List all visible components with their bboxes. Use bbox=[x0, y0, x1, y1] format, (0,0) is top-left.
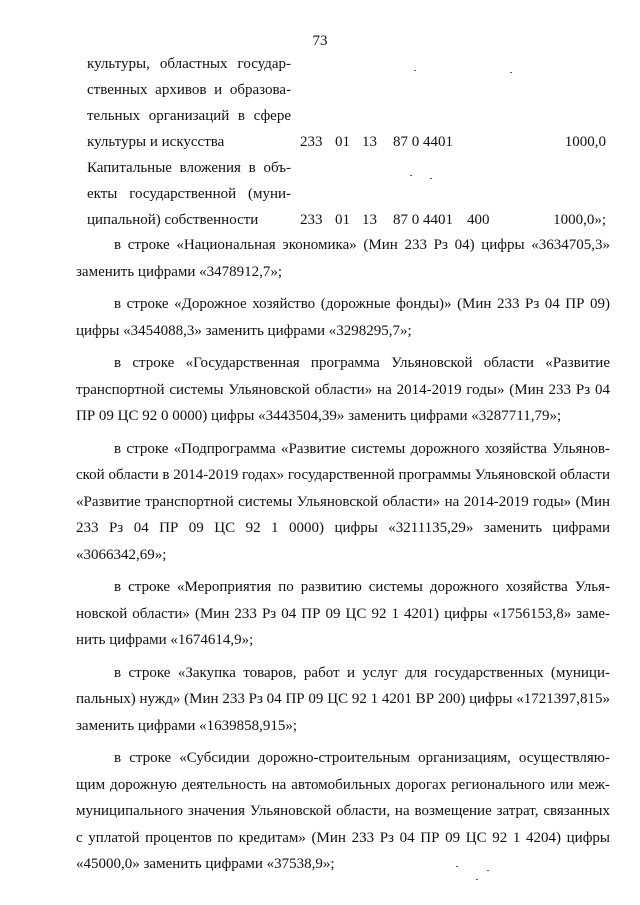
scan-speck bbox=[430, 178, 432, 179]
table-row bbox=[0, 208, 640, 232]
paragraph: в строке «Национальная экономика» (Мин 233 Рз 04) цифры «3634705,3» заменить цифрами «3478912,7»; bbox=[76, 237, 610, 280]
row-name: ственных архивов и образова- bbox=[87, 82, 291, 98]
table-row bbox=[0, 130, 640, 154]
table-row bbox=[0, 78, 640, 102]
row-name: тельных организаций в сфере bbox=[87, 108, 291, 124]
amendments-text bbox=[76, 232, 610, 884]
paragraph: в строке «Субсидии дорожно-строительным организациям, осуществляющим дорожную деятельность на автомобильных дорогах регионального или межмуниципального значения Ульяновской области, на возмещение затрат, связанных с уплатой процентов по кредитам» (Мин 233 Рз 04 ПР 09 ЦС 92 1 4204) цифры «45000,0» заменить цифрами «37538,9»; bbox=[76, 750, 610, 872]
paragraph: в строке «Дорожное хозяйство (дорожные фонды)» (Мин 233 Рз 04 ПР 09) цифры «3454088,3» заменить цифрами «3298295,7»; bbox=[76, 296, 610, 339]
row-name: культуры и искусства bbox=[87, 134, 225, 150]
page-number: 73 bbox=[312, 33, 328, 49]
row-name: ципальной) собственности bbox=[87, 212, 259, 228]
cell-min: 233 bbox=[300, 134, 323, 150]
cell-rz: 01 bbox=[335, 134, 350, 150]
row-name: екты государственной (муни- bbox=[87, 186, 291, 202]
row-name: культуры, областных государ- bbox=[87, 56, 291, 72]
paragraph: в строке «Государственная программа Ульяновской области «Развитие транспортной системы Ульяновской области» на 2014-2019 годы» (Мин 233 Рз 04 ПР 09 ЦС 92 0 0000) цифры «3443504,39» заменить цифрами «3287711,79»; bbox=[76, 355, 610, 424]
paragraph: в строке «Подпрограмма «Развитие системы дорожного хозяйства Ульяновской области в 2014-2019 годах» государственной программы Ульяновской области «Развитие транспортной системы Ульяновской области» на 2014-2019 годы» (Мин 233 Рз 04 ПР 09 ЦС 92 1 0000) цифры «3211135,29» заменить цифрами «3066342,69»; bbox=[76, 440, 610, 563]
scan-speck bbox=[414, 70, 416, 71]
table-row bbox=[0, 104, 640, 128]
scan-speck bbox=[410, 175, 412, 176]
cell-cs: 87 0 4401 bbox=[393, 134, 453, 150]
cell-vr: 400 bbox=[467, 212, 490, 228]
paragraph: в строке «Закупка товаров, работ и услуг для государственных (муниципальных) нужд» (Мин 233 Рз 04 ПР 09 ЦС 92 1 4201 ВР 200) цифры «1721397,815» заменить цифрами «1639858,915»; bbox=[76, 664, 610, 734]
cell-pr: 13 bbox=[362, 134, 377, 150]
table-row bbox=[0, 156, 640, 180]
cell-min: 233 bbox=[300, 212, 323, 228]
scan-speck bbox=[510, 72, 512, 73]
paragraph: в строке «Мероприятия по развитию системы дорожного хозяйства Ульяновской области» (Мин 233 Рз 04 ПР 09 ЦС 92 1 4201) цифры «1756153,8» заменить цифрами «1674614,9»; bbox=[76, 579, 610, 648]
cell-pr: 13 bbox=[362, 212, 377, 228]
cell-sum: 1000,0 bbox=[564, 134, 606, 150]
row-name: Капитальные вложения в объ- bbox=[87, 160, 291, 176]
table-row bbox=[0, 52, 640, 76]
cell-cs: 87 0 4401 bbox=[393, 212, 453, 228]
table-row bbox=[0, 182, 640, 206]
cell-sum: 1000,0»; bbox=[553, 212, 606, 228]
cell-rz: 01 bbox=[335, 212, 350, 228]
